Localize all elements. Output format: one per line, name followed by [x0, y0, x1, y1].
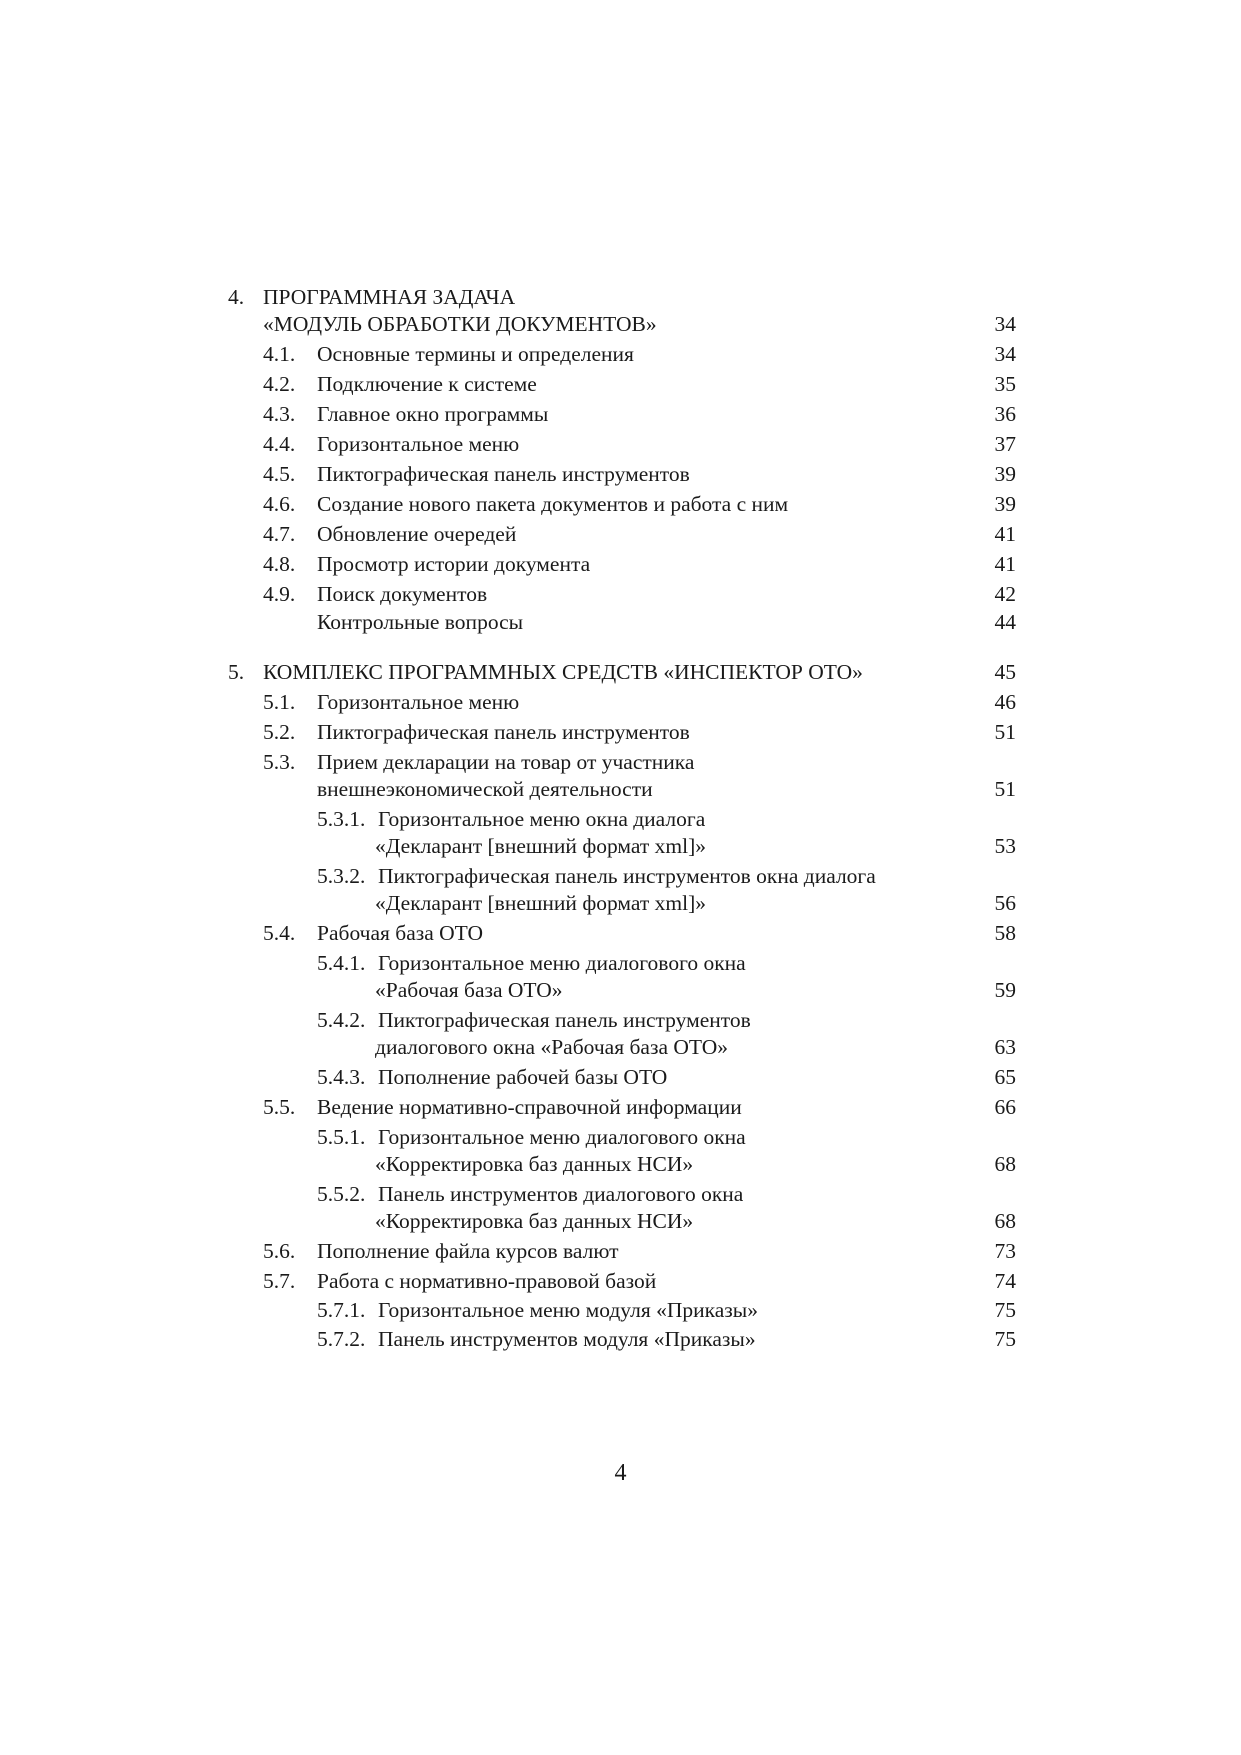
toc-section-5-5-1 [228, 1124, 1016, 1178]
toc-title: Пополнение файла курсов валют [317, 1239, 619, 1263]
toc-number: 4. [228, 285, 245, 309]
toc-number: 5.7.2. [317, 1327, 366, 1351]
toc-page: 68 [994, 1209, 1016, 1233]
toc-page: 39 [994, 492, 1016, 516]
toc-page: 74 [994, 1269, 1016, 1293]
toc-number: 5. [228, 660, 245, 684]
toc-page: 41 [994, 522, 1016, 546]
toc-number: 5.4.3. [317, 1065, 366, 1089]
toc-page: 59 [994, 978, 1016, 1002]
toc-title-line1: Пиктографическая панель инструментов окна диалога [378, 864, 876, 888]
toc-number: 4.9. [263, 582, 296, 606]
toc-title-line2: внешнеэкономической деятельности [317, 777, 653, 801]
toc-title-line2: «Декларант [внешний формат xml]» [375, 834, 706, 858]
toc-section-5-1 [228, 689, 1016, 716]
toc-number: 5.6. [263, 1239, 296, 1263]
toc-number: 5.4.1. [317, 951, 366, 975]
toc-title: Пиктографическая панель инструментов [317, 462, 690, 486]
toc-title: КОМПЛЕКС ПРОГРАММНЫХ СРЕДСТВ «ИНСПЕКТОР ОТО» [263, 660, 863, 684]
toc-page: 46 [994, 690, 1016, 714]
toc-number: 4.3. [263, 402, 296, 426]
toc-title-line1: Горизонтальное меню окна диалога [378, 807, 706, 831]
toc-title: Контрольные вопросы [317, 610, 524, 634]
toc-page: 53 [994, 834, 1016, 858]
toc-section-5-6 [228, 1238, 1016, 1265]
toc-title: Пиктографическая панель инструментов [317, 720, 690, 744]
toc-page: 39 [994, 462, 1016, 486]
toc-page: 36 [994, 402, 1016, 426]
toc-title-line1: Панель инструментов диалогового окна [378, 1182, 744, 1206]
toc-title: Поиск документов [317, 582, 488, 606]
toc-title: Пополнение рабочей базы ОТО [378, 1065, 668, 1089]
toc-title: Просмотр истории документа [317, 552, 591, 576]
toc-number: 4.2. [263, 372, 296, 396]
toc-section-5-3 [228, 749, 1016, 803]
toc-number: 5.7.1. [317, 1298, 366, 1322]
toc-title: Горизонтальное меню [317, 432, 520, 456]
toc-page: 35 [994, 372, 1016, 396]
toc-section-4-9 [228, 581, 1016, 608]
toc-section-5-3-2 [228, 863, 1016, 917]
toc-page: 63 [994, 1035, 1016, 1059]
toc-page: 56 [994, 891, 1016, 915]
toc-number: 5.5.1. [317, 1125, 366, 1149]
toc-title: Ведение нормативно-справочной информации [317, 1095, 742, 1119]
toc-number: 5.4.2. [317, 1008, 366, 1032]
toc-title: Рабочая база ОТО [317, 921, 484, 945]
toc-section-4-4 [228, 431, 1016, 458]
toc-section-5-4-2 [228, 1007, 1016, 1061]
toc-number: 5.3. [263, 750, 296, 774]
toc-title-line1: Горизонтальное меню диалогового окна [378, 1125, 746, 1149]
toc-page: 73 [994, 1239, 1016, 1263]
toc-title-line1: Пиктографическая панель инструментов [378, 1008, 751, 1032]
toc-page: 51 [994, 777, 1016, 801]
toc-section-5-7-1 [228, 1297, 1016, 1324]
toc-page: 75 [994, 1298, 1016, 1322]
toc-page: 42 [994, 582, 1016, 606]
toc-title-line2: диалогового окна «Рабочая база ОТО» [375, 1035, 729, 1059]
toc-title: Главное окно программы [317, 402, 549, 426]
toc-page: 44 [994, 610, 1016, 634]
toc-title-line2: «Декларант [внешний формат xml]» [375, 891, 706, 915]
toc-number: 5.3.1. [317, 807, 366, 831]
toc-section-5-4-3 [228, 1064, 1016, 1091]
toc-section-4-5 [228, 461, 1016, 488]
toc-page: 34 [994, 312, 1016, 336]
toc-control-questions-4 [228, 609, 1016, 636]
toc-number: 5.5. [263, 1095, 296, 1119]
toc-title: Панель инструментов модуля «Приказы» [378, 1327, 756, 1351]
toc-section-4-7 [228, 521, 1016, 548]
toc-section-5-7 [228, 1268, 1016, 1295]
toc-section-5-3-1 [228, 806, 1016, 860]
toc-title-line1: Горизонтальное меню диалогового окна [378, 951, 746, 975]
toc-page: 34 [994, 342, 1016, 366]
toc-section-5-5-2 [228, 1181, 1016, 1235]
toc-section-4-3 [228, 401, 1016, 428]
toc-page: 37 [994, 432, 1016, 456]
toc-page: 41 [994, 552, 1016, 576]
toc-title: Горизонтальное меню [317, 690, 520, 714]
toc-page: 66 [994, 1095, 1016, 1119]
toc-number: 5.3.2. [317, 864, 366, 888]
toc-title: Горизонтальное меню модуля «Приказы» [378, 1298, 758, 1322]
toc-number: 4.4. [263, 432, 296, 456]
toc-section-4-2 [228, 371, 1016, 398]
toc-title-line2: «Корректировка баз данных НСИ» [375, 1152, 694, 1176]
toc-number: 4.1. [263, 342, 296, 366]
toc-page: 51 [994, 720, 1016, 744]
toc-section-4-6 [228, 491, 1016, 518]
toc-number: 4.8. [263, 552, 296, 576]
toc-page: 58 [994, 921, 1016, 945]
toc-section-5-4 [228, 920, 1016, 947]
toc-number: 4.7. [263, 522, 296, 546]
toc-section-5-7-2 [228, 1326, 1016, 1353]
toc-section-5-2 [228, 719, 1016, 746]
toc-section-5-4-1 [228, 950, 1016, 1004]
toc-page: 68 [994, 1152, 1016, 1176]
toc-section-4-8 [228, 551, 1016, 578]
toc-number: 4.5. [263, 462, 296, 486]
toc-page: 45 [994, 660, 1016, 684]
toc-title: Обновление очередей [317, 522, 517, 546]
toc-section-4-1 [228, 341, 1016, 368]
toc-number: 4.6. [263, 492, 296, 516]
toc-page: 75 [994, 1327, 1016, 1351]
toc-title: Создание нового пакета документов и работа с ним [317, 492, 789, 516]
toc-chapter-4 [228, 284, 1016, 338]
toc-number: 5.2. [263, 720, 296, 744]
toc-number: 5.5.2. [317, 1182, 366, 1206]
toc-number: 5.4. [263, 921, 296, 945]
table-of-contents [228, 284, 1016, 1353]
toc-title-line1: ПРОГРАММНАЯ ЗАДАЧА [263, 285, 516, 309]
toc-number: 5.7. [263, 1269, 296, 1293]
toc-number: 5.1. [263, 690, 296, 714]
toc-title: Работа с нормативно-правовой базой [317, 1269, 657, 1293]
toc-chapter-5 [228, 659, 1016, 686]
toc-title-line2: «Рабочая база ОТО» [375, 978, 563, 1002]
toc-title-line2: «МОДУЛЬ ОБРАБОТКИ ДОКУМЕНТОВ» [263, 312, 657, 336]
toc-title: Подключение к системе [317, 372, 537, 396]
toc-page: 65 [994, 1065, 1016, 1089]
toc-title-line1: Прием декларации на товар от участника [317, 750, 695, 774]
toc-title: Основные термины и определения [317, 342, 634, 366]
toc-section-5-5 [228, 1094, 1016, 1121]
toc-title-line2: «Корректировка баз данных НСИ» [375, 1209, 694, 1233]
page-number: 4 [614, 1460, 627, 1486]
